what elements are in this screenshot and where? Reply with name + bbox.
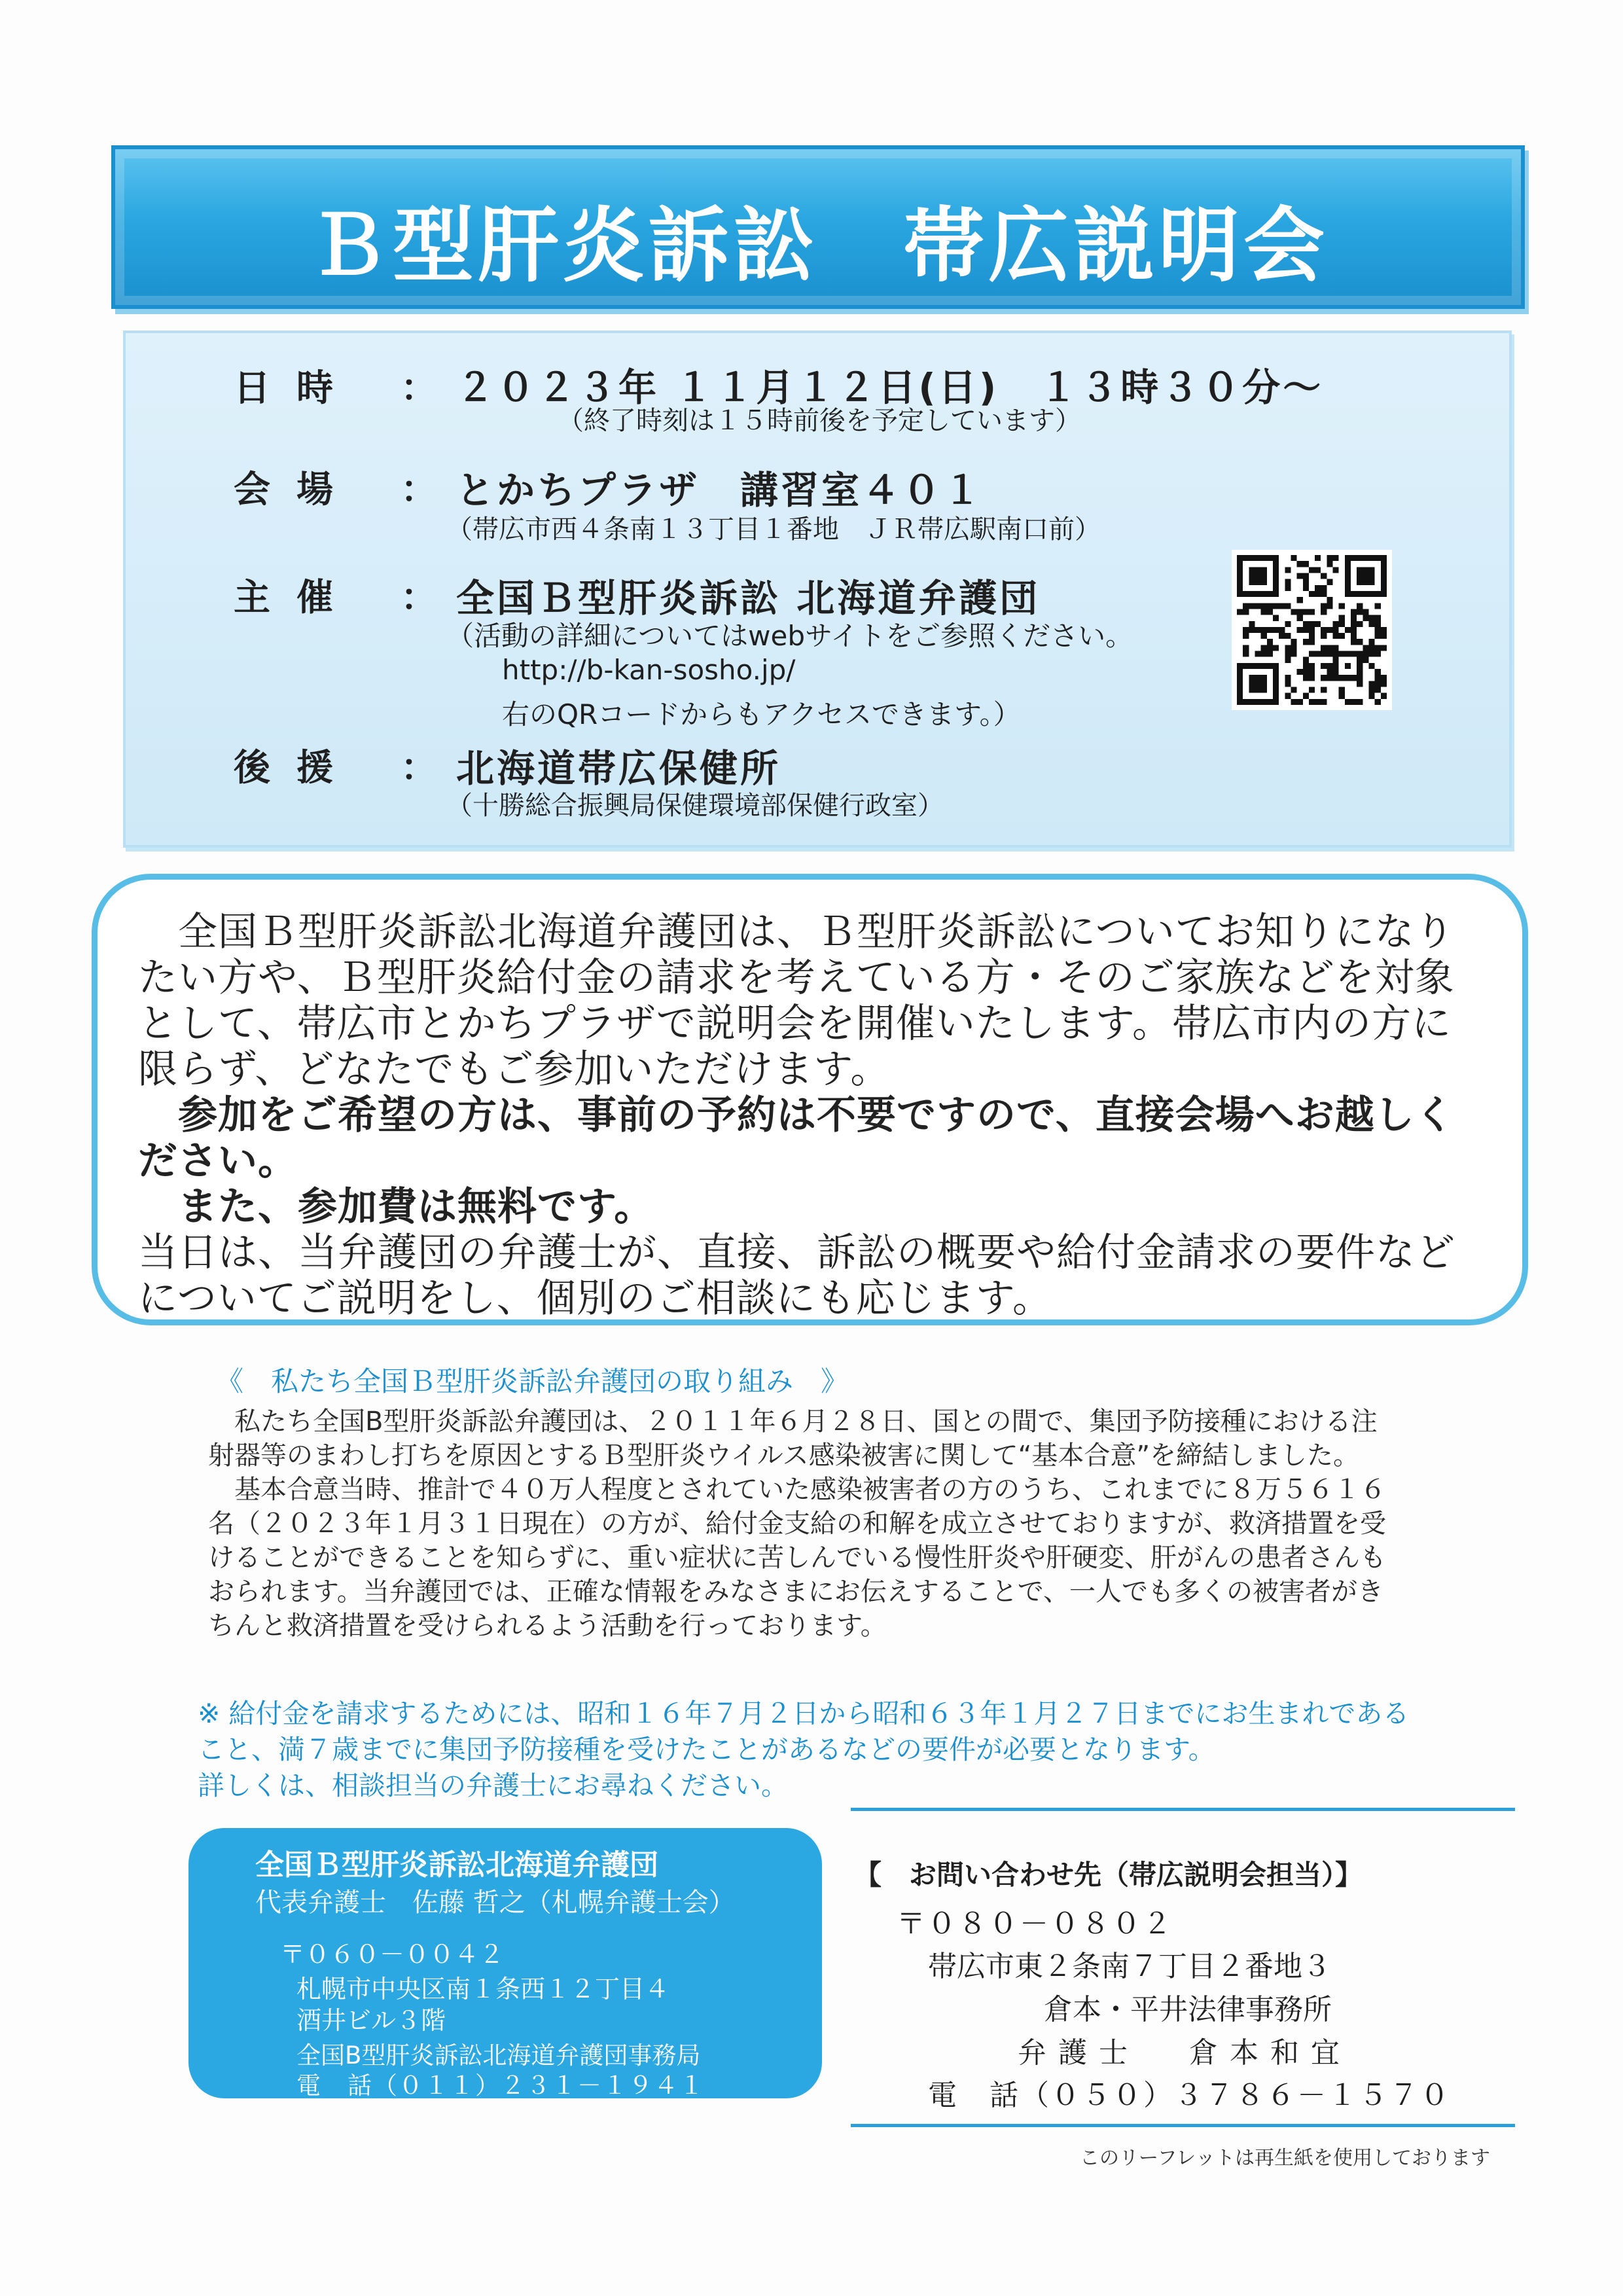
support-note: （十勝総合振興局保健環境部保健行政室） xyxy=(446,791,944,821)
sapporo-name: 全国Ｂ型肝炎訴訟北海道弁護団 xyxy=(255,1848,658,1882)
efforts-line-3: 基本合意当時、推計で４０万人程度とされていた感染被害者の方のうち、これまでに８万５６１６ xyxy=(208,1475,1386,1505)
venue-value: とかちプラザ 講習室４０１ xyxy=(456,468,984,512)
datetime-note: （終了時刻は１５時前後を予定しています） xyxy=(558,406,1081,436)
title-banner xyxy=(111,145,1525,309)
description-line-4: 限らず、どなたでもご参加いただけます。 xyxy=(138,1047,891,1092)
description-line-6: ださい。 xyxy=(138,1138,298,1184)
datetime-colon: ： xyxy=(401,367,437,410)
organizer-colon: ： xyxy=(401,577,437,619)
qr-code-icon xyxy=(1237,555,1387,705)
description-line-5: 参加をご希望の方は、事前の予約は不要ですので、直接会場へお越しく xyxy=(138,1092,1455,1138)
contact-postal: 〒０８０－０８０２ xyxy=(897,1907,1173,1941)
description-box xyxy=(92,874,1528,1325)
support-value: 北海道帯広保健所 xyxy=(456,746,781,791)
efforts-line-6: おられます。当弁護団では、正確な情報をみなさまにお伝えすることで、一人でも多くの被害者がき xyxy=(208,1577,1383,1607)
efforts-line-5: けることができることを知らずに、重い症状に苦しんでいる慢性肝炎や肝硬変、肝がんの患者さんも xyxy=(208,1543,1386,1573)
organizer-note-2: 右のQRコードからもアクセスできます。） xyxy=(502,698,1021,730)
description-line-3: として、帯広市とかちプラザで説明会を開催いたします。帯広市内の方に xyxy=(138,1001,1452,1047)
sapporo-representative: 代表弁護士 佐藤 哲之（札幌弁護士会） xyxy=(255,1888,735,1918)
page-title: Ｂ型肝炎訴訟 帯広説明会 xyxy=(307,199,1329,293)
venue-note: （帯広市西４条南１３丁目１番地 ＪＲ帯広駅南口前） xyxy=(446,514,1101,545)
footer-note: このリーフレットは再生紙を使用しております xyxy=(1080,2147,1490,2170)
contact-heading: 【 お問い合わせ先（帯広説明会担当）】 xyxy=(854,1859,1363,1891)
note-line-1: ※ 給付金を請求するためには、昭和１６年７月２日から昭和６３年１月２７日までにお生まれである xyxy=(198,1698,1410,1729)
description-line-7: また、参加費は無料です。 xyxy=(138,1184,654,1230)
description-line-2: たい方や、Ｂ型肝炎給付金の請求を考えている方・そのご家族などを対象 xyxy=(138,955,1455,1001)
efforts-line-4: 名（２０２３年１月３１日現在）の方が、給付金支給の和解を成立させておりますが、救済措置を受 xyxy=(208,1509,1386,1539)
note-line-3: 詳しくは、相談担当の弁護士にお尋ねください。 xyxy=(198,1770,788,1801)
sapporo-phone: 電 話（０１１）２３１－１９４１ xyxy=(296,2072,705,2100)
contact-address: 帯広市東２条南７丁目２番地３ xyxy=(928,1950,1331,1983)
contact-firm: 倉本・平井法律事務所 xyxy=(1044,1993,1332,2026)
efforts-line-1: 私たち全国B型肝炎訴訟弁護団は、２０１１年６月２８日、国との間で、集団予防接種における注 xyxy=(208,1407,1378,1437)
divider-top xyxy=(851,1808,1515,1811)
sapporo-postal: 〒０６０－００４２ xyxy=(280,1940,505,1969)
note-line-2: こと、満７歳までに集団予防接種を受けたことがあるなどの要件が必要となります。 xyxy=(198,1734,1215,1765)
efforts-heading: 《 私たち全国Ｂ型肝炎訴訟弁護団の取り組み 》 xyxy=(216,1365,849,1397)
divider-bottom xyxy=(851,2124,1515,2127)
organizer-url[interactable]: http://b-kan-sosho.jp/ xyxy=(502,654,796,686)
organizer-label: 主催 xyxy=(234,577,359,619)
description-line-9: についてご説明をし、個別のご相談にも応じます。 xyxy=(138,1276,1052,1321)
datetime-label: 日時 xyxy=(234,367,359,410)
contact-lawyer: 弁 護 士 倉 本 和 宜 xyxy=(1018,2036,1341,2070)
organizer-note-1: （活動の詳細についてはwebサイトをご参照ください。 xyxy=(446,620,1133,652)
datetime-value: ２０２３年 １１月１２日(日) １３時３０分～ xyxy=(456,365,1324,410)
efforts-line-7: ちんと救済措置を受けられるよう活動を行っております。 xyxy=(208,1611,887,1641)
venue-label: 会場 xyxy=(234,469,359,511)
support-label: 後援 xyxy=(234,747,359,789)
contact-phone: 電 話（０５０）３７８６－１５７０ xyxy=(928,2079,1451,2112)
sapporo-address-1: 札幌市中央区南１条西１２丁目４ xyxy=(296,1975,670,2003)
qr-code[interactable] xyxy=(1232,550,1392,710)
description-line-8: 当日は、当弁護団の弁護士が、直接、訴訟の概要や給付金請求の要件など xyxy=(138,1230,1455,1276)
efforts-line-2: 射器等のまわし打ちを原因とするＢ型肝炎ウイルス感染被害に関して“基本合意”を締結しました。 xyxy=(208,1441,1360,1471)
sapporo-office: 全国B型肝炎訴訟北海道弁護団事務局 xyxy=(296,2041,701,2070)
organizer-value: 全国Ｂ型肝炎訴訟 北海道弁護団 xyxy=(456,576,1041,620)
sapporo-address-2: 酒井ビル３階 xyxy=(296,2006,446,2035)
description-line-1: 全国Ｂ型肝炎訴訟北海道弁護団は、Ｂ型肝炎訴訟についてお知りになり xyxy=(138,909,1455,955)
venue-colon: ： xyxy=(401,469,437,511)
sapporo-office-box xyxy=(188,1828,822,2098)
support-colon: ： xyxy=(401,747,437,789)
